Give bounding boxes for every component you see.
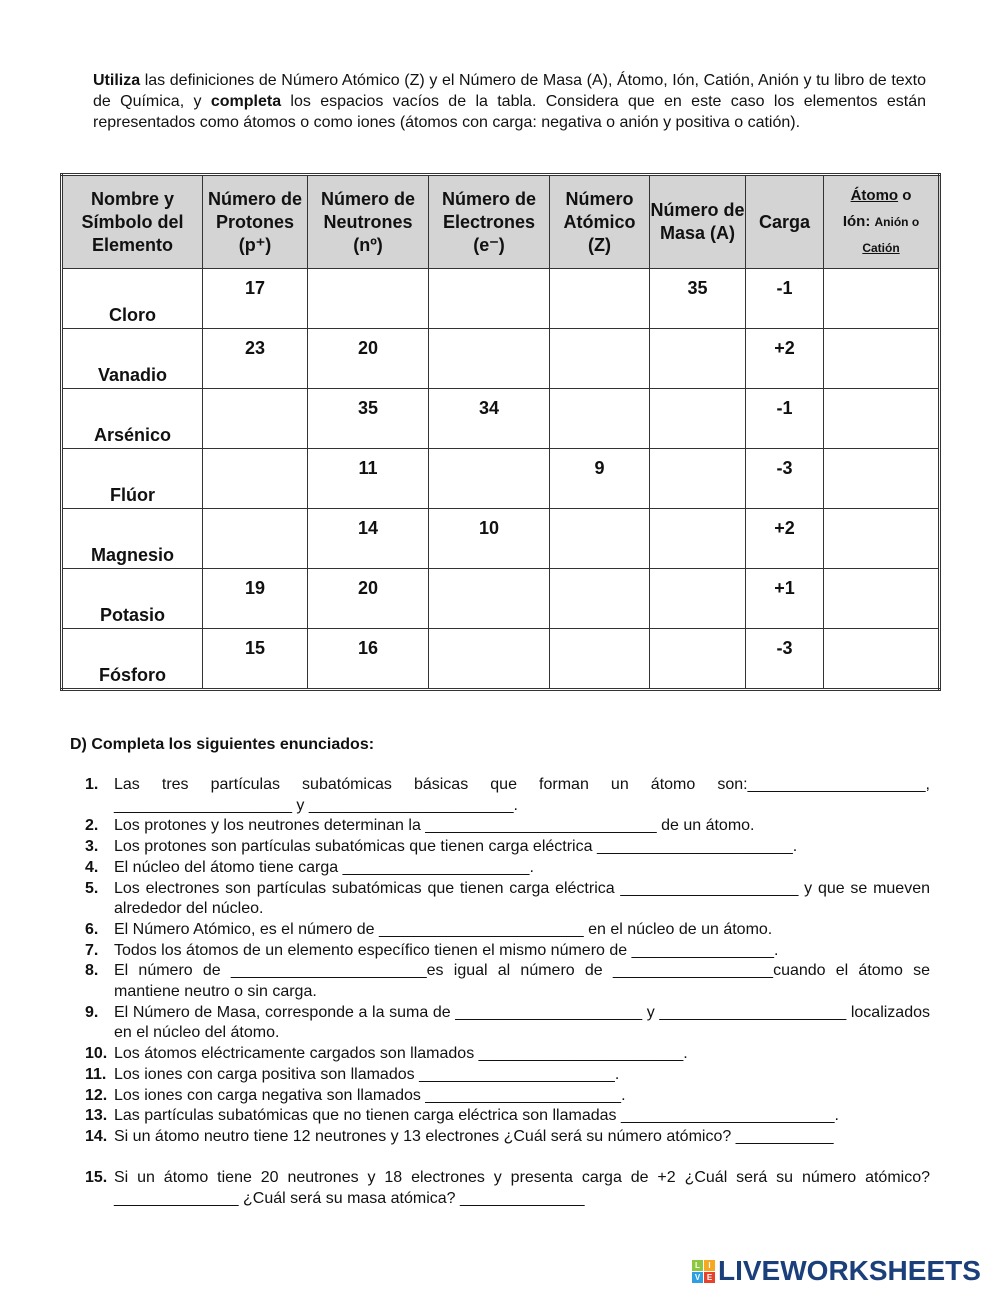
column-header: Número Atómico (Z) [550,175,650,269]
header-cation: Catión [862,241,900,255]
answer-cell[interactable] [203,449,308,509]
table-row [62,269,940,329]
question-number: 12. [85,1086,108,1104]
answer-cell[interactable] [550,569,650,629]
answer-cell[interactable] [550,389,650,449]
element-name-cell [62,329,203,389]
element-name-cell [62,389,203,449]
question-number: 15. [85,1169,108,1187]
question-text[interactable]: Todos los átomos de un elemento específico tienen el mismo número de ________________. [114,941,779,959]
instr-text: los espacios vacíos de la tabla. Considera que en este caso los elementos están representados como átomos o como iones (átomos con carga: negativa o anión y positiva o catión). [93,93,926,131]
answer-value [203,389,307,398]
answer-cell[interactable] [650,569,746,629]
instr-bold: Utiliza [93,72,141,89]
question-number: 2. [85,817,99,835]
given-value: -1 [776,278,793,298]
header-atomo: Átomo [850,187,899,204]
given-value-cell [746,569,824,629]
question-number: 1. [85,776,99,793]
question-item[interactable] [85,858,930,879]
answer-cell[interactable] [824,449,940,509]
given-value: 17 [244,278,266,298]
header-ion: Ión: [842,213,875,230]
question-number: 10. [85,1045,108,1063]
answer-value [429,629,549,638]
question-text[interactable]: Los protones son partículas subatómicas que tienen carga eléctrica ______________________. [114,838,798,856]
header-o: o [898,187,912,204]
section-d-title: D) Completa los siguientes enunciados: [70,736,375,753]
question-text[interactable]: El Número de Masa, corresponde a la suma de _____________________ y _____________________ localizados en el núcleo del átomo. [114,1003,930,1042]
question-item[interactable] [85,1106,930,1127]
question-number: 3. [85,838,99,856]
table-row [62,329,940,389]
answer-value [203,449,307,458]
question-text[interactable]: Los iones con carga negativa son llamados ______________________. [114,1086,626,1104]
question-text[interactable]: Los iones con carga positiva son llamados ______________________. [114,1065,620,1083]
column-header: Número de Protones (p⁺) [203,175,308,269]
given-value: 14 [357,518,379,538]
header-anion: Anión o [874,215,920,229]
answer-cell[interactable] [650,389,746,449]
answer-value [650,449,745,458]
question-item[interactable] [85,775,930,816]
column-header-atomo-ion [824,175,940,269]
given-value-cell [746,329,824,389]
given-value-cell [650,269,746,329]
answer-cell[interactable] [550,509,650,569]
question-item[interactable] [85,961,930,1002]
answer-value [824,569,938,578]
elements-table [60,173,941,691]
element-name: Arsénico [93,425,172,445]
answer-value [824,509,938,518]
answer-cell[interactable] [429,449,550,509]
question-text[interactable]: Los electrones son partículas subatómicas que tienen carga eléctrica ____________________ y que se mueven alrededor del núcleo. [114,879,930,918]
given-value-cell [203,269,308,329]
question-text[interactable]: El número de ______________________es igual al número de __________________cuando el átomo se mantiene neutro o sin carga. [114,962,930,1001]
answer-value [824,449,938,458]
given-value-cell [203,329,308,389]
given-value-cell [308,569,429,629]
logo-tile: L [692,1260,703,1271]
column-header: Número de Masa (A) [650,175,746,269]
answer-cell[interactable] [650,329,746,389]
answer-cell[interactable] [429,569,550,629]
given-value: +2 [774,518,795,538]
given-value: 20 [357,338,379,358]
question-text[interactable]: El Número Atómico, es el número de _______________________ en el núcleo de un átomo. [114,920,773,938]
table-row [62,449,940,509]
question-item[interactable] [85,1127,930,1148]
element-name-cell [62,569,203,629]
element-name-cell [62,629,203,690]
element-name-cell [62,449,203,509]
given-value-cell [308,509,429,569]
question-item[interactable] [85,941,930,962]
logo-tiles-icon [692,1260,715,1283]
liveworksheets-logo [692,1255,981,1287]
table-row [62,509,940,569]
given-value: 35 [687,278,708,298]
answer-cell[interactable] [824,389,940,449]
given-value-cell [429,509,550,569]
answer-value [550,329,649,338]
question-text[interactable]: Si un átomo tiene 20 neutrones y 18 electrones y presenta carga de +2 ¿Cuál será su número atómico? ______________ ¿Cuál será su masa atómica? ______________ [114,1169,930,1208]
answer-value [824,629,938,638]
table-row [62,629,940,690]
question-text[interactable]: Los protones y los neutrones determinan la __________________________ de un átomo. [114,817,755,835]
column-header: Número de Electrones (e⁻) [429,175,550,269]
given-value: 35 [357,398,379,418]
question-item[interactable] [85,1168,930,1209]
given-value: -3 [776,458,793,478]
question-item[interactable] [85,1044,930,1065]
given-value-cell [746,449,824,509]
given-value-cell [308,329,429,389]
answer-cell[interactable] [824,329,940,389]
answer-value [824,329,938,338]
given-value: +1 [774,578,795,598]
question-number: 6. [85,920,99,938]
answer-cell[interactable] [550,629,650,690]
instr-bold: completa [210,93,282,110]
questions-list [85,775,930,1210]
given-value: 16 [357,638,379,658]
given-value-cell [746,509,824,569]
answer-value [650,509,745,518]
logo-tile: V [692,1272,703,1283]
question-item[interactable] [85,1065,930,1086]
question-text[interactable]: Las partículas subatómicas que no tienen carga eléctrica son llamadas ________________________. [114,1107,839,1125]
answer-value [429,569,549,578]
question-number: 7. [85,941,99,959]
answer-cell[interactable] [824,569,940,629]
logo-tile: E [704,1272,715,1283]
element-name: Vanadio [97,365,168,385]
answer-value [650,329,745,338]
column-header: Nombre y Símbolo del Elemento [62,175,203,269]
answer-value [550,389,649,398]
answer-cell[interactable] [203,389,308,449]
given-value: 10 [478,518,500,538]
answer-value [550,569,649,578]
column-header: Carga [746,175,824,269]
answer-cell[interactable] [650,629,746,690]
given-value-cell [308,449,429,509]
answer-cell[interactable] [429,329,550,389]
question-number: 13. [85,1107,108,1125]
given-value: 20 [357,578,379,598]
question-number: 9. [85,1003,99,1021]
question-item[interactable] [85,1086,930,1107]
question-number: 5. [85,879,99,897]
answer-value [650,629,745,638]
answer-value [429,329,549,338]
given-value: -3 [776,638,793,658]
answer-value [824,269,938,278]
answer-value [429,449,549,458]
column-header: Número de Neutrones (nº) [308,175,429,269]
answer-cell[interactable] [203,509,308,569]
question-text[interactable]: El núcleo del átomo tiene carga _____________________. [114,858,534,876]
question-item[interactable] [85,816,930,837]
given-value-cell [746,629,824,690]
question-item[interactable] [85,920,930,941]
element-name: Cloro [109,305,156,325]
answer-cell[interactable] [650,449,746,509]
question-text[interactable]: Si un átomo neutro tiene 12 neutrones y 13 electrones ¿Cuál será su número atómico? ___________ [114,1127,834,1145]
given-value: 34 [478,398,500,418]
given-value: 23 [244,338,266,358]
answer-cell[interactable] [308,269,429,329]
answer-cell[interactable] [550,269,650,329]
question-number: 4. [85,858,99,876]
answer-value [550,509,649,518]
logo-tile: I [704,1260,715,1271]
question-text[interactable]: Los átomos eléctricamente cargados son llamados _______________________. [114,1045,688,1063]
answer-value [824,389,938,398]
given-value-cell [550,449,650,509]
element-name: Potasio [99,605,165,625]
question-item[interactable] [85,1003,930,1044]
element-name: Fósforo [99,665,166,685]
given-value-cell [746,269,824,329]
given-value: 9 [594,458,605,478]
answer-cell[interactable] [429,269,550,329]
answer-value [650,569,745,578]
question-text[interactable]: Las tres partículas subatómicas básicas que forman un átomo son:____________________, ____________________ y _______________________. [114,776,930,814]
given-value: 15 [244,638,266,658]
given-value-cell [203,629,308,690]
answer-cell[interactable] [824,629,940,690]
given-value-cell [746,389,824,449]
given-value-cell [429,389,550,449]
spacer [85,1148,930,1169]
answer-cell[interactable] [824,509,940,569]
question-item[interactable] [85,879,930,920]
given-value: -1 [776,398,793,418]
question-number: 8. [85,962,99,980]
answer-value [429,269,549,278]
question-number: 11. [85,1065,107,1083]
answer-value [550,269,649,278]
answer-value [308,269,428,278]
given-value-cell [308,629,429,690]
answer-value [650,389,745,398]
answer-cell[interactable] [650,509,746,569]
given-value: +2 [774,338,795,358]
question-item[interactable] [85,837,930,858]
element-name: Magnesio [90,545,174,565]
answer-cell[interactable] [429,629,550,690]
element-name-cell [62,269,203,329]
element-name: Flúor [110,485,155,505]
answer-value [203,509,307,518]
logo-word: LIVEWORKSHEETS [718,1255,981,1286]
answer-value [550,629,649,638]
given-value-cell [203,569,308,629]
given-value: 11 [358,458,378,478]
given-value-cell [308,389,429,449]
table-row [62,389,940,449]
instr-text: las definiciones de Número Atómico (Z) y el Número de Masa (A), Átomo, Ión, Catión, Anión y tu libro de texto de Química, y [93,72,926,110]
answer-cell[interactable] [550,329,650,389]
table-row [62,569,940,629]
answer-cell[interactable] [824,269,940,329]
given-value: 19 [244,578,266,598]
instructions [93,70,926,133]
element-name-cell [62,509,203,569]
question-number: 14. [85,1127,108,1145]
